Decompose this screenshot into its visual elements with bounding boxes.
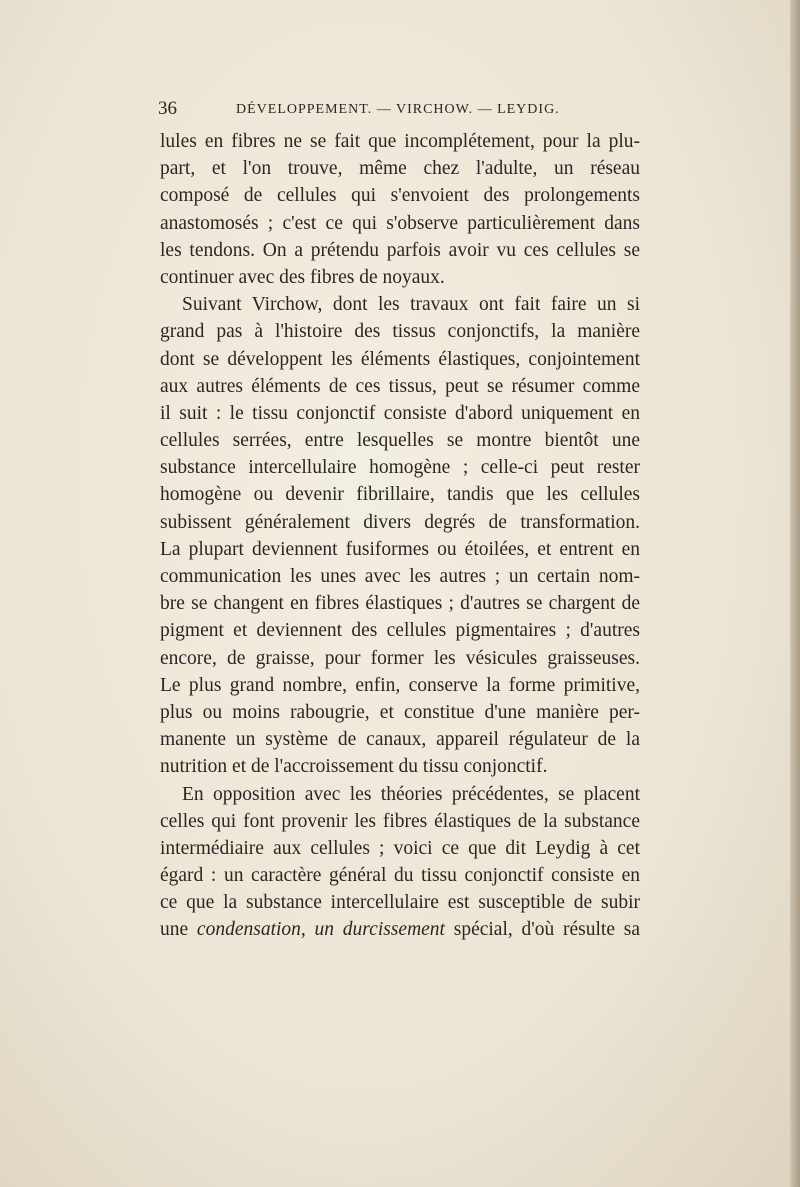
text-line: égard : un caractère général du tissu conjonctif consiste en: [160, 865, 640, 887]
running-title: DÉVELOPPEMENT. — VIRCHOW. — LEYDIG.: [236, 102, 560, 117]
text-line: lules en fibres ne se fait que incomplétement, pour la plu-: [160, 131, 640, 152]
text-line: intermédiaire aux cellules ; voici ce que dit Leydig à cet: [160, 837, 640, 859]
text-line: En opposition avec les théories précédentes, se placent: [182, 783, 640, 805]
body-text: [160, 128, 640, 944]
text-line: celles qui font provenir les fibres élastiques de la substance: [160, 810, 640, 832]
text-line: pigment et deviennent des cellules pigmentaires ; d'autres: [160, 620, 640, 642]
text-segment: une: [160, 919, 197, 941]
text-line: manente un système de canaux, appareil régulateur de la: [160, 729, 640, 751]
text-line: La plupart deviennent fusiformes ou étoilées, et entrent en: [160, 538, 640, 560]
text-line: nutrition et de l'accroissement du tissu conjonctif.: [160, 756, 548, 778]
text-line: il suit : le tissu conjonctif consiste d'abord uniquement en: [160, 402, 640, 424]
text-line: les tendons. On a prétendu parfois avoir vu ces cellules se: [160, 239, 640, 261]
text-line: Suivant Virchow, dont les travaux ont fait faire un si: [182, 294, 640, 316]
text-line: composé de cellules qui s'envoient des prolongements: [160, 185, 640, 207]
italic-term: condensation: [196, 919, 301, 941]
text-segment: ,: [300, 919, 315, 941]
text-line: dont se développent les éléments élastiques, conjointement: [160, 348, 640, 370]
italic-term: un durcissement: [314, 919, 445, 941]
text-line: homogène ou devenir fibrillaire, tandis que les cellules: [160, 484, 640, 506]
text-line: part, et l'on trouve, même chez l'adulte, un réseau: [160, 158, 640, 180]
text-line: Le plus grand nombre, enfin, conserve la forme primitive,: [160, 674, 640, 696]
text-line: grand pas à l'histoire des tissus conjonctifs, la manière: [160, 321, 640, 343]
text-line: subissent généralement divers degrés de transformation.: [160, 511, 640, 533]
text-line: bre se changent en fibres élastiques ; d'autres se chargent de: [160, 593, 640, 615]
text-line: encore, de graisse, pour former les vésicules graisseuses.: [160, 647, 640, 669]
text-line: cellules serrées, entre lesquelles se montre bientôt une: [160, 430, 640, 452]
text-line: anastomosés ; c'est ce qui s'observe particulièrement dans: [160, 212, 640, 234]
text-line: plus ou moins rabougrie, et constitue d'une manière per-: [160, 701, 640, 723]
text-line: aux autres éléments de ces tissus, peut se résumer comme: [160, 375, 640, 397]
text-line: communication les unes avec les autres ; un certain nom-: [160, 566, 640, 587]
text-line: substance intercellulaire homogène ; celle-ci peut rester: [160, 457, 640, 479]
text-line: ce que la substance intercellulaire est susceptible de subir: [160, 892, 640, 914]
text-line: continuer avec des fibres de noyaux.: [160, 266, 445, 288]
text-line-mixed: [160, 916, 640, 943]
page-number: 36: [158, 98, 177, 119]
page-edge: [790, 0, 800, 1187]
text-segment: spécial, d'où résulte sa: [444, 919, 641, 941]
